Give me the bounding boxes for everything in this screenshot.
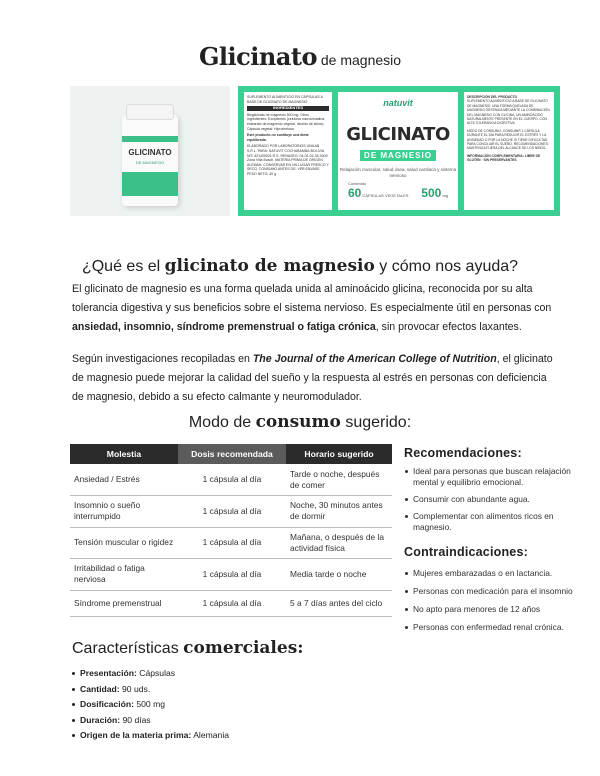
feature-value: 90 días [122, 714, 151, 725]
contraindications-section [404, 545, 574, 640]
bottle-band [122, 136, 178, 142]
page-title [0, 42, 600, 71]
label-left-text: SUPLEMENTO ALIMENTICIO EN CÁPSULAS A BASE DE GLICINATO DE MAGNESIO [247, 95, 323, 104]
intro-heading-bold: glicinato de magnesio [164, 256, 375, 276]
mg-num: 500 [421, 186, 442, 200]
mode-heading-bold: consumo [255, 412, 341, 432]
cell-dosis: 1 cápsula al día [178, 464, 286, 496]
product-name: GLICINATO [346, 124, 450, 145]
header-horario: Horario sugerido [286, 444, 392, 464]
list-item: Complementar con alimentos ricos en magnesio. [404, 511, 574, 533]
header-molestia: Molestia [70, 444, 178, 464]
feature-label: Dosificación: [80, 699, 134, 710]
mode-heading-pre: Modo de [188, 414, 252, 431]
contraindications-title: Contraindicaciones: [404, 545, 528, 559]
intro-paragraph-1 [72, 280, 560, 337]
list-item: Mujeres embarazadas o en lactancia. [404, 568, 574, 579]
caps-label: CÁPSULAS VEGETALES [362, 193, 409, 198]
commercial-features-list [72, 666, 229, 744]
feature-value: Alemania [193, 730, 230, 741]
label-right-panel [464, 92, 554, 210]
list-item [72, 713, 229, 729]
p2-end: , el glicinato de magnesio puede mejorar la calidad del sueño y la respuesta al estrés en personas con deficiencia de magnesio, debido a su efecto calmante y neuromodulador. [72, 353, 553, 403]
table-row [70, 464, 392, 496]
commercial-heading-pre: Características [72, 640, 179, 657]
table-row [70, 590, 392, 616]
feature-label: Origen de la materia prima: [80, 730, 192, 741]
cell-molestia: Tensión muscular o rigidez [70, 527, 178, 559]
product-label-image [238, 86, 560, 216]
cell-molestia: Insomnio o sueño interrumpido [70, 496, 178, 528]
feature-value: 90 uds. [122, 683, 151, 694]
intro-heading [0, 256, 600, 276]
mode-heading-post: sugerido: [345, 414, 412, 431]
intro-paragraph-2 [72, 350, 560, 407]
cell-horario: Tarde o noche, después de comer [286, 464, 392, 496]
label-right-head: DESCRIPCIÓN DEL PRODUCTO [467, 95, 518, 99]
list-item: Personas con enfermedad renal crónica. [404, 622, 574, 633]
recommendations-section [404, 446, 574, 539]
cell-horario: Mañana, o después de la actividad física [286, 527, 392, 559]
cell-molestia: Irritabilidad o fatiga nerviosa [70, 559, 178, 591]
recommendations-title: Recomendaciones: [404, 446, 522, 460]
brand-logo: natuvit [383, 98, 413, 108]
product-bottle-image [70, 86, 230, 216]
label-right-text2: MODO DE CONSUMO: CONSUMIR 1 CÁPSULA DURANTE EL DÍA PARA REDUCIR EL ESTRÉS Y LA ANSIEDAD O POR LA NOCHE SI TIENE DIFICULTAD PARA CONCILIAR EL SUEÑO. RECOMENDACIONES: MANTENGA FUERA DEL ALCANCE DE LOS NIÑOS. [467, 128, 549, 151]
list-item [72, 666, 229, 682]
p1-bold: ansiedad, insomnio, síndrome premenstrual o fatiga crónica [72, 321, 376, 333]
list-item [72, 728, 229, 744]
label-left-text2: Bisglicinato de magnesio 500 mg. Otros ingredientes: Excipientes (celulosa microcristalina, estearato de magnesio vegetal, dióxido de silicio). Cápsula vegetal: Hipromelosa [247, 112, 326, 131]
bottle-cap [126, 104, 174, 120]
cell-horario: Media tarde o noche [286, 559, 392, 591]
cell-dosis: 1 cápsula al día [178, 559, 286, 591]
caps-prefix: Contenido [348, 181, 367, 186]
capsule-count [348, 181, 408, 200]
label-right-text: SUPLEMENTO ALIMENTICIO A BASE DE GLICINATO DE MAGNESIO. UNA FORMA QUELADA DE MAGNESIO OBTENIDA MEDIANTE LA COMBINACIÓN DEL MAGNESIO CON GLICINA, UN AMINOÁCIDO NATURALMENTE PRESENTE EN EL CUERPO. CON ALTA TOLERANCIA DIGESTIVA. [467, 99, 550, 126]
bottle-label-sub: DE MAGNESIO [135, 160, 165, 165]
cell-molestia: Síndrome premenstrual [70, 590, 178, 616]
title-main: Glicinato [198, 42, 317, 71]
cell-molestia: Ansiedad / Estrés [70, 464, 178, 496]
label-left-text3: Este producto no sustituye una dieta equilibrada. [247, 133, 309, 142]
p2-text: Según investigaciones recopiladas en [72, 353, 250, 365]
cell-dosis: 1 cápsula al día [178, 527, 286, 559]
cell-horario: Noche, 30 minutos antes de dormir [286, 496, 392, 528]
list-item: Personas con medicación para el insomnio [404, 586, 574, 597]
p1-end: , sin provocar efectos laxantes. [375, 321, 522, 333]
commercial-heading [72, 638, 304, 658]
mode-heading [0, 412, 600, 432]
list-item: Ideal para personas que buscan relajación mental y equilibrio emocional. [404, 466, 574, 488]
cell-dosis: 1 cápsula al día [178, 496, 286, 528]
intro-heading-pre: ¿Qué es el [81, 258, 161, 275]
product-name-sub: DE MAGNESIO [360, 150, 436, 161]
cell-horario: 5 a 7 días antes del ciclo [286, 590, 392, 616]
header-dosis: Dosis recomendada [178, 444, 286, 464]
bottle-band-lower [122, 172, 178, 196]
journal-name: The Journal of the American College of Nutrition [252, 353, 497, 365]
feature-label: Duración: [80, 714, 121, 725]
list-item: No apto para menores de 12 años [404, 604, 574, 615]
table-header-row [70, 444, 392, 464]
table-row [70, 496, 392, 528]
label-front-panel [338, 92, 458, 210]
bottle-label-text: GLICINATO [128, 148, 172, 157]
contraindications-list [404, 568, 574, 633]
label-left-text4: ELABORADO POR LABORATORIOS UNILAB S.R.L. PARA: NATUVIT COCHABAMBA-BOLIVIA NIT: 421409021 R.S. RENASEG: 04-02-02-34-0009 Zona Villa Busch. MATERIA PRIMA DE ORIGEN ALEMÁN. CONSERVAR EN UN LUGAR FRESCO Y SECO. CONSUMO ANTES DE: VER ENVASE. PESO NETO: 40 g [247, 144, 329, 176]
dosage-table [70, 444, 392, 617]
feature-value: 500 mg [136, 699, 166, 710]
mg-unit: mg [442, 193, 448, 198]
feature-value: Cápsulas [139, 668, 176, 678]
intro-heading-post: y cómo nos ayuda? [379, 258, 519, 275]
bottle [122, 114, 178, 206]
table-row [70, 527, 392, 559]
product-desc: Relajación muscular, salud ósea, salud cardiaca y sistema nervioso [339, 167, 457, 178]
list-item [72, 697, 229, 713]
feature-label: Presentación: [80, 668, 137, 678]
commercial-heading-bold: comerciales: [183, 638, 304, 658]
feature-label: Cantidad: [80, 683, 120, 694]
list-item: Consumir con abundante agua. [404, 494, 574, 505]
cell-dosis: 1 cápsula al día [178, 590, 286, 616]
title-rest: de magnesio [320, 52, 402, 68]
label-right-text3: INFORMACIÓN COMPLEMENTARIA: LIBRE DE GLUTEN · SIN PRESERVANTES [467, 153, 541, 163]
label-left-head: INGREDIENTES [247, 106, 329, 111]
table-row [70, 559, 392, 591]
recommendations-list [404, 466, 574, 533]
label-left-panel [244, 92, 332, 210]
p1-text: El glicinato de magnesio es una forma quelada unida al aminoácido glicina, reconocida por su alta tolerancia digestiva y sus beneficios sobre el sistema nervioso. Es especialmente útil en personas con [72, 283, 552, 314]
caps-num: 60 [348, 186, 362, 200]
list-item [72, 682, 229, 698]
dose-mg [421, 186, 448, 200]
